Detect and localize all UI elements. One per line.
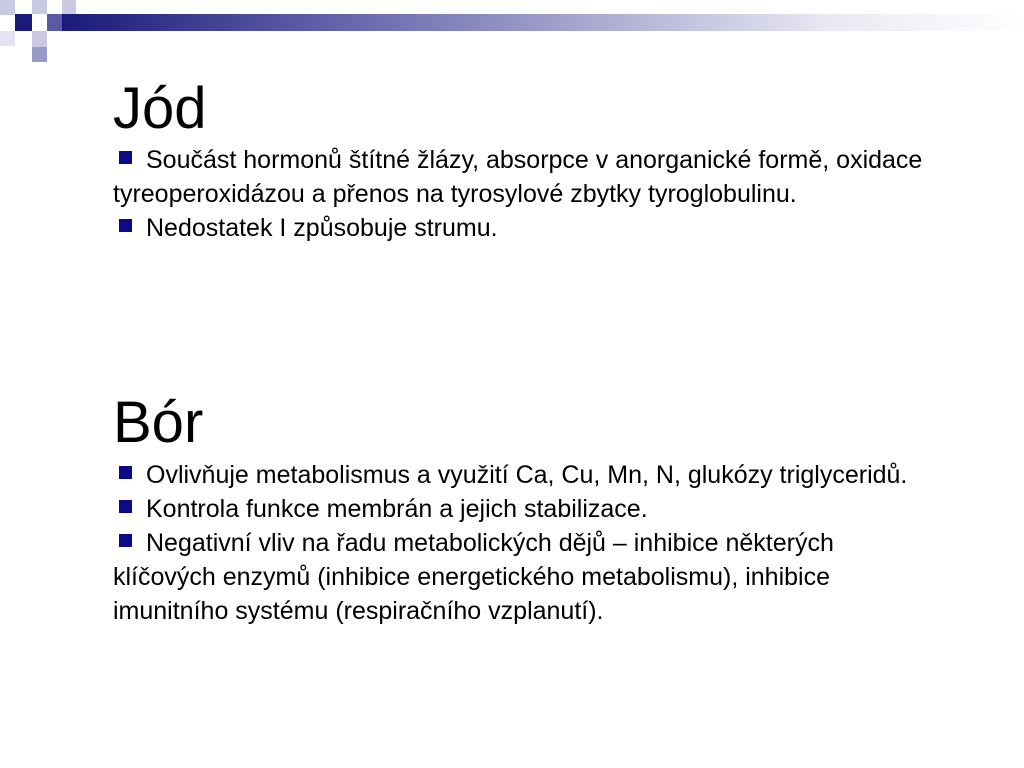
bullet-item — [113, 492, 943, 526]
decor-square — [47, 14, 62, 31]
decor-square — [32, 0, 47, 14]
bullet-square-icon — [119, 500, 132, 513]
bullet-square-icon — [119, 534, 132, 547]
bullet-list-bor — [113, 458, 943, 628]
decor-square — [0, 0, 15, 15]
slide-header-decoration — [0, 0, 1024, 64]
section-title-bor: Bór — [113, 390, 204, 455]
bullet-square-icon — [119, 466, 132, 479]
bullet-text: Kontrola funkce membrán a jejich stabilizace. — [146, 495, 648, 523]
bullet-item — [113, 458, 943, 492]
header-gradient-bar — [62, 14, 1024, 31]
bullet-text: Negativní vliv na řadu metabolických dějů – inhibice některých klíčových enzymů (inhibice energetického metabolismu), inhibice imunitního systému (respiračního vzplanutí). — [113, 529, 834, 625]
bullet-square-icon — [119, 219, 132, 232]
bullet-square-icon — [119, 151, 132, 164]
bullet-text: Součást hormonů štítné žlázy, absorpce v anorganické formě, oxidace tyreoperoxidázou a přenos na tyrosylové zbytky tyroglobulinu. — [113, 146, 923, 208]
section-title-jod: Jód — [113, 76, 207, 141]
decor-square — [0, 31, 15, 46]
bullet-text: Ovlivňuje metabolismus a využití Ca, Cu, Mn, N, glukózy triglyceridů. — [146, 461, 908, 489]
decor-square — [62, 0, 76, 14]
bullet-item — [113, 526, 943, 628]
bullet-list-jod — [113, 143, 943, 245]
decor-square — [15, 14, 32, 31]
bullet-item — [113, 211, 943, 245]
decor-square — [32, 47, 47, 62]
bullet-item — [113, 143, 943, 211]
bullet-text: Nedostatek I způsobuje strumu. — [146, 214, 498, 242]
decor-square — [32, 31, 47, 47]
